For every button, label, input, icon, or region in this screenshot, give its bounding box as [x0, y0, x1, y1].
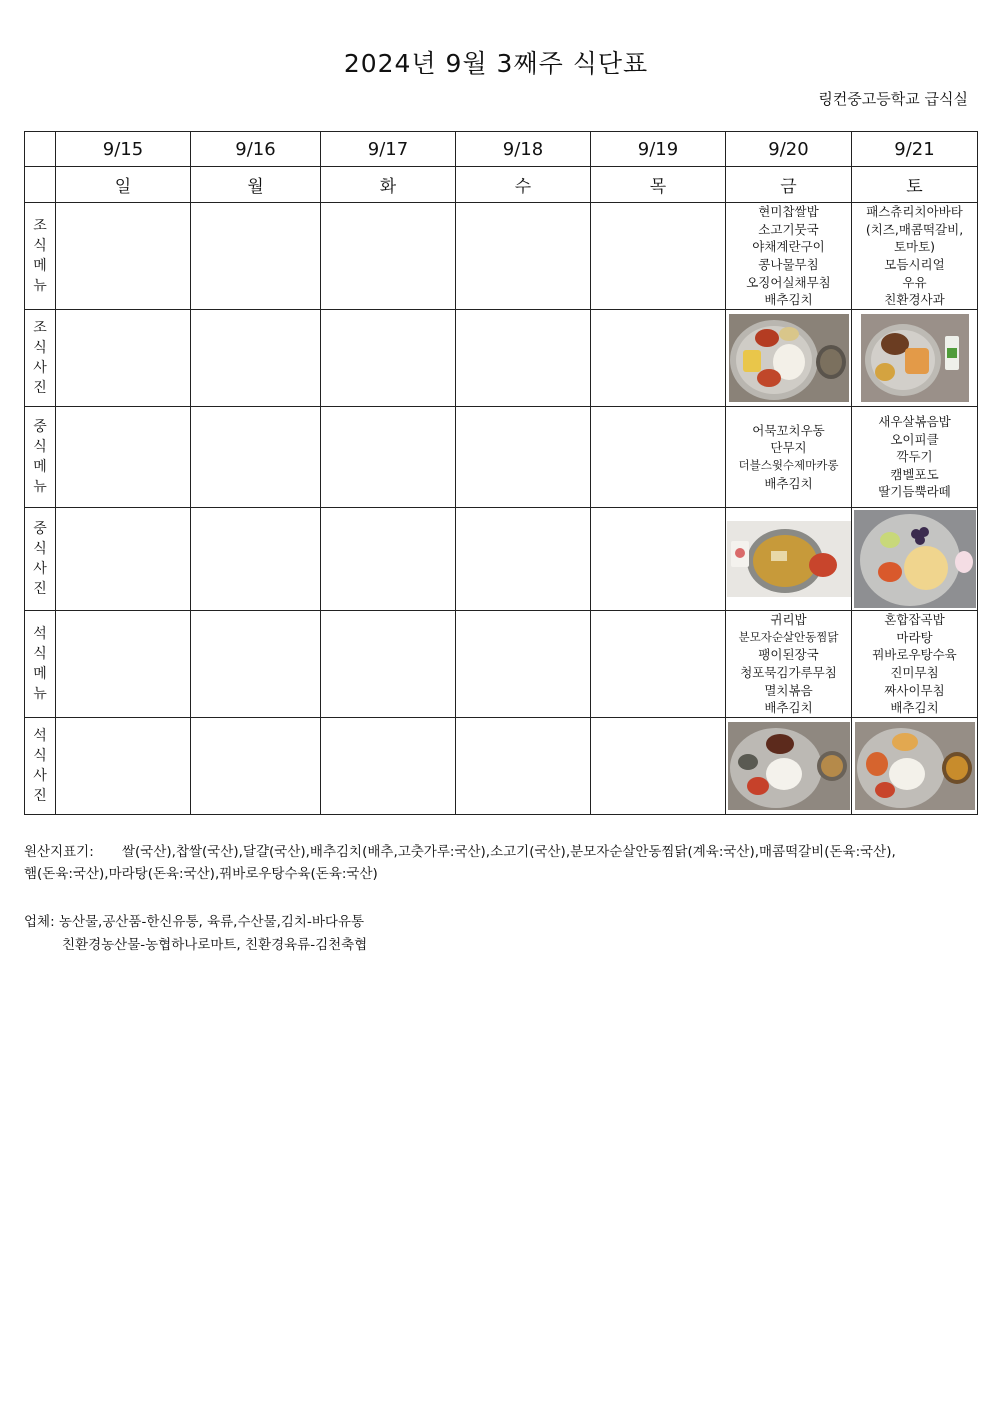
day-header-row — [25, 167, 978, 203]
day-cell: 수 — [456, 167, 591, 203]
dinner-sat-photo — [855, 722, 975, 810]
menu-cell-dinner-sat: 혼합잡곡밥 마라탕 꿔바로우탕수육 진미무침 짜사이무침 배추김치 — [852, 611, 978, 718]
origin-notes — [24, 841, 979, 885]
school-name: 링컨중고등학교 급식실 — [818, 90, 968, 108]
origin-line-1: 쌀(국산),찹쌀(국산),달걀(국산),배추김치(배추,고춧가루:국산),소고기(국산),분모자순살안동찜닭(계육:국산),매콤떡갈비(돈육:국산), — [122, 844, 896, 860]
corner-cell — [25, 132, 56, 167]
date-cell: 9/21 — [852, 132, 978, 167]
lunch-menu-row — [25, 407, 978, 508]
vendor-line-1: 업체: 농산물,공산품-한신유통, 육류,수산물,김치-바다유통 — [24, 914, 364, 930]
origin-line-2: 햄(돈육:국산),마라탕(돈육:국산),꿔바로우탕수육(돈육:국산) — [24, 866, 378, 882]
row-label-lunch-photo: 중 식 사 진 — [25, 508, 56, 611]
page-title: 2024년 9월 3째주 식단표 — [343, 49, 649, 78]
photo-cell-lunch-fri — [726, 508, 852, 611]
day-cell: 목 — [591, 167, 726, 203]
date-cell: 9/20 — [726, 132, 852, 167]
day-cell: 월 — [191, 167, 321, 203]
meal-table — [24, 131, 978, 815]
date-cell: 9/16 — [191, 132, 321, 167]
dinner-menu-row — [25, 611, 978, 718]
breakfast-fri-photo — [729, 314, 849, 402]
day-cell: 토 — [852, 167, 978, 203]
lunch-photo-row — [25, 508, 978, 611]
row-label-dinner-photo: 석 식 사 진 — [25, 718, 56, 815]
photo-cell-dinner-sat — [852, 718, 978, 815]
row-label-breakfast-menu: 조 식 메 뉴 — [25, 203, 56, 310]
menu-cell-lunch-fri: 어묵꼬치우동 단무지 더블스윗수제마카롱 배추김치 — [726, 407, 852, 508]
photo-cell-breakfast-fri — [726, 310, 852, 407]
vendor-notes — [24, 911, 367, 957]
date-cell: 9/19 — [591, 132, 726, 167]
date-header-row — [25, 132, 978, 167]
row-label-breakfast-photo: 조 식 사 진 — [25, 310, 56, 407]
date-cell: 9/17 — [321, 132, 456, 167]
corner-cell — [25, 167, 56, 203]
day-cell: 일 — [56, 167, 191, 203]
row-label-dinner-menu: 석 식 메 뉴 — [25, 611, 56, 718]
origin-label: 원산지표기: — [24, 844, 94, 860]
lunch-fri-photo — [727, 521, 851, 597]
vendor-line-2: 친환경농산물-농협하나로마트, 친환경육류-김천축협 — [62, 937, 368, 953]
breakfast-sat-photo — [861, 314, 969, 402]
photo-cell-dinner-fri — [726, 718, 852, 815]
dinner-fri-photo — [728, 722, 850, 810]
menu-cell-breakfast-fri: 현미찹쌀밥 소고기뭇국 야채계란구이 콩나물무침 오징어실채무침 배추김치 — [726, 203, 852, 310]
menu-cell-lunch-sat: 새우살볶음밥 오이피클 깍두기 캠벨포도 딸기듬뿍라떼 — [852, 407, 978, 508]
photo-cell-breakfast-sat — [852, 310, 978, 407]
breakfast-menu-row — [25, 203, 978, 310]
lunch-sat-photo — [854, 510, 976, 608]
dinner-photo-row — [25, 718, 978, 815]
row-label-lunch-menu: 중 식 메 뉴 — [25, 407, 56, 508]
day-cell: 화 — [321, 167, 456, 203]
menu-cell-dinner-fri: 귀리밥 분모자순살안동찜닭 팽이된장국 청포묵김가루무침 멸치볶음 배추김치 — [726, 611, 852, 718]
date-cell: 9/15 — [56, 132, 191, 167]
date-cell: 9/18 — [456, 132, 591, 167]
photo-cell-lunch-sat — [852, 508, 978, 611]
breakfast-photo-row — [25, 310, 978, 407]
day-cell: 금 — [726, 167, 852, 203]
menu-cell-breakfast-sat: 패스츄리치아바타 (치즈,매콤떡갈비, 토마토) 모듬시리얼 우유 친환경사과 — [852, 203, 978, 310]
